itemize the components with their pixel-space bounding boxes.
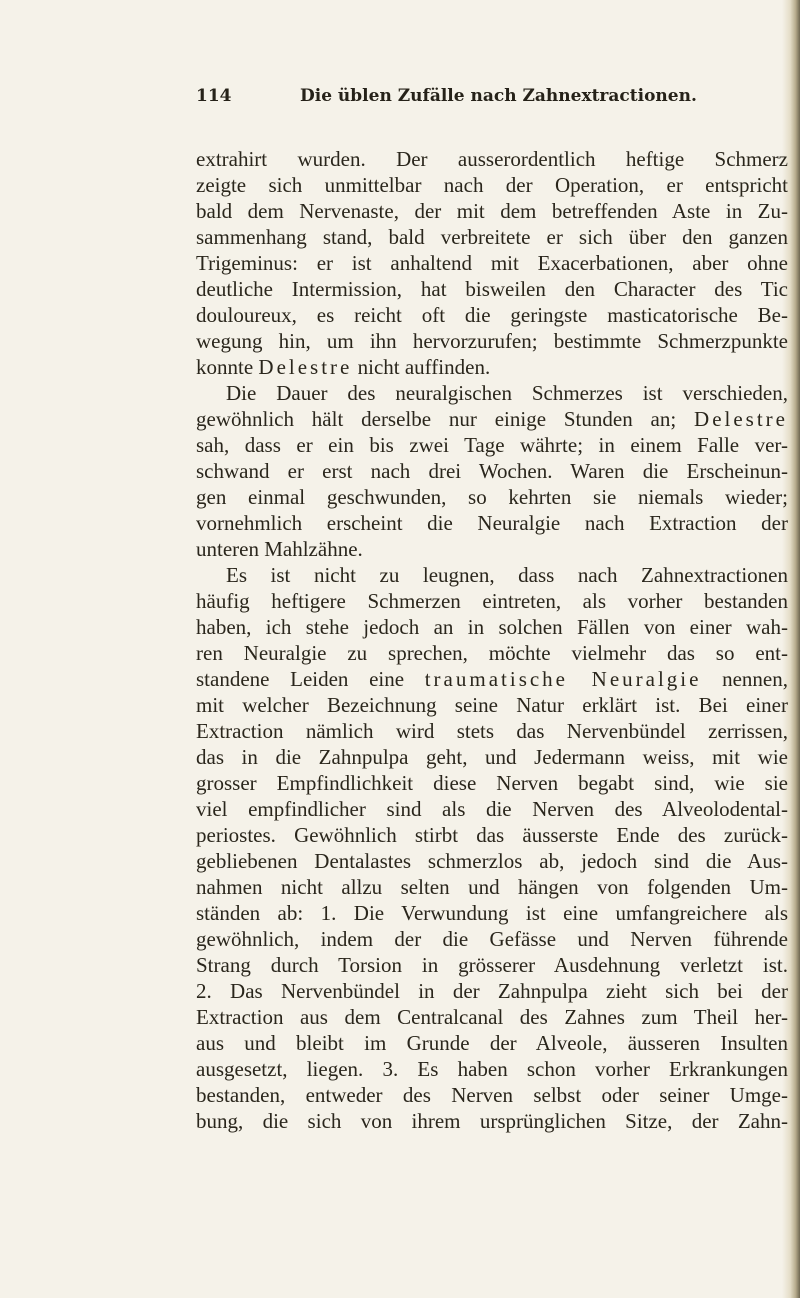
text-run: 2. Das Nervenbündel in der Zahnpulpa zieht sich bei der (196, 979, 788, 1003)
text-line (196, 640, 788, 666)
text-run: gen einmal geschwunden, so kehrten sie niemals wieder; (196, 485, 788, 509)
text-line (196, 172, 788, 198)
text-run: nicht auffinden. (352, 355, 491, 379)
text-run: grosser Empfindlichkeit diese Nerven begabt sind, wie sie (196, 771, 788, 795)
text-run: gewöhnlich hält derselbe nur einige Stunden an; (196, 407, 695, 431)
running-title: Die üblen Zufälle nach Zahnextractionen. (300, 86, 697, 106)
text-run: bald dem Nervenaste, der mit dem betreffenden Aste in Zu- (196, 199, 788, 223)
text-line (196, 250, 788, 276)
page-header (0, 86, 800, 116)
text-run: douloureux, es reicht oft die geringste masticatorische Be- (196, 303, 788, 327)
text-line (196, 458, 788, 484)
text-line (196, 952, 788, 978)
text-run: zeigte sich unmittelbar nach der Operation, er entspricht (196, 173, 788, 197)
text-run: sah, dass er ein bis zwei Tage währte; in einem Falle ver- (196, 433, 788, 457)
text-line (196, 536, 788, 562)
text-run: gebliebenen Dentalastes schmerzlos ab, jedoch sind die Aus- (196, 849, 788, 873)
text-run: nahmen nicht allzu selten und hängen von folgenden Um- (196, 875, 788, 899)
text-run: haben, ich stehe jedoch an in solchen Fällen von einer wah- (196, 615, 788, 639)
letterspaced-name: traumatische Neuralgie (424, 667, 702, 691)
text-run: Extraction nämlich wird stets das Nervenbündel zerrissen, (196, 719, 788, 743)
text-line (196, 588, 788, 614)
text-run: periostes. Gewöhnlich stirbt das äusserste Ende des zurück- (196, 823, 788, 847)
text-line (196, 692, 788, 718)
text-run: unteren Mahlzähne. (196, 537, 363, 561)
text-line (196, 484, 788, 510)
text-run: bestanden, entweder des Nerven selbst oder seiner Umge- (196, 1083, 788, 1107)
text-line (196, 510, 788, 536)
text-run: deutliche Intermission, hat bisweilen den Character des Tic (196, 277, 788, 301)
letterspaced-name: Delestre (694, 407, 788, 431)
page-number: 114 (196, 86, 232, 106)
text-run: ren Neuralgie zu sprechen, möchte vielmehr das so ent- (196, 641, 788, 665)
text-line (196, 1004, 788, 1030)
text-run: Strang durch Torsion in grösserer Ausdehnung verletzt ist. (196, 953, 788, 977)
text-line (196, 302, 788, 328)
text-line (196, 614, 788, 640)
text-line (196, 822, 788, 848)
text-run: Die Dauer des neuralgischen Schmerzes ist verschieden, (226, 381, 788, 405)
text-line (196, 718, 788, 744)
text-run: standene Leiden eine (196, 667, 425, 691)
text-line (196, 848, 788, 874)
text-line (196, 328, 788, 354)
text-line (196, 276, 788, 302)
text-run: extrahirt wurden. Der ausserordentlich heftige Schmerz (196, 147, 788, 171)
text-run: schwand er erst nach drei Wochen. Waren die Erscheinun- (196, 459, 788, 483)
text-line (196, 666, 788, 692)
text-line (196, 198, 788, 224)
text-line (196, 562, 788, 588)
text-line (196, 224, 788, 250)
text-line (196, 1108, 788, 1134)
text-line (196, 406, 788, 432)
text-run: sammenhang stand, bald verbreitete er sich über den ganzen (196, 225, 788, 249)
text-line (196, 1030, 788, 1056)
text-line (196, 978, 788, 1004)
text-run: konnte (196, 355, 259, 379)
text-run: häufig heftigere Schmerzen eintreten, als vorher bestanden (196, 589, 788, 613)
text-run: viel empfindlicher sind als die Nerven des Alveolodental- (196, 797, 788, 821)
text-run: das in die Zahnpulpa geht, und Jedermann weiss, mit wie (196, 745, 788, 769)
text-line (196, 900, 788, 926)
text-run: Extraction aus dem Centralcanal des Zahnes zum Theil her- (196, 1005, 788, 1029)
text-run: ständen ab: 1. Die Verwundung ist eine umfangreichere als (196, 901, 788, 925)
text-run: Trigeminus: er ist anhaltend mit Exacerbationen, aber ohne (196, 251, 788, 275)
text-line (196, 354, 788, 380)
text-line (196, 874, 788, 900)
letterspaced-name: Delestre (258, 355, 353, 379)
text-run: nennen, (701, 667, 788, 691)
text-line (196, 770, 788, 796)
text-run: ausgesetzt, liegen. 3. Es haben schon vorher Erkrankungen (196, 1057, 788, 1081)
text-run: Es ist nicht zu leugnen, dass nach Zahnextractionen (226, 563, 788, 587)
text-line (196, 1082, 788, 1108)
text-line (196, 796, 788, 822)
text-line (196, 146, 788, 172)
text-run: vornehmlich erscheint die Neuralgie nach Extraction der (196, 511, 788, 535)
body-text (196, 146, 788, 1134)
text-line (196, 744, 788, 770)
text-line (196, 1056, 788, 1082)
text-run: aus und bleibt im Grunde der Alveole, äusseren Insulten (196, 1031, 788, 1055)
text-run: gewöhnlich, indem der die Gefässe und Nerven führende (196, 927, 788, 951)
text-line (196, 380, 788, 406)
text-run: bung, die sich von ihrem ursprünglichen Sitze, der Zahn- (196, 1109, 788, 1133)
text-line (196, 926, 788, 952)
text-run: wegung hin, um ihn hervorzurufen; bestimmte Schmerzpunkte (196, 329, 788, 353)
text-run: mit welcher Bezeichnung seine Natur erklärt ist. Bei einer (196, 693, 788, 717)
text-line (196, 432, 788, 458)
